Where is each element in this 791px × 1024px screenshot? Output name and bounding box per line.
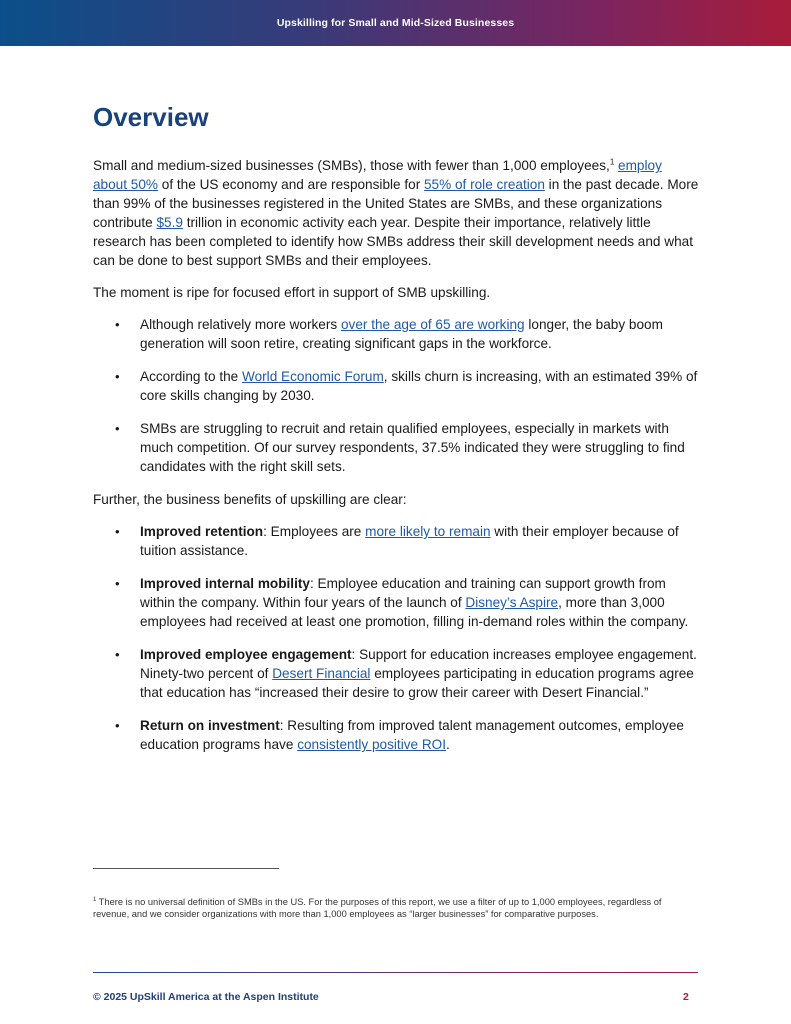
bullet-text-post: . <box>446 737 450 752</box>
link-world-economic-forum[interactable]: World Economic Forum <box>242 369 384 384</box>
bullet-text-post: , skills churn is increasing, with an estimated 39% of core skills changing by 2030. <box>140 369 698 403</box>
link-disneys-aspire[interactable]: Disney’s Aspire <box>465 595 559 610</box>
intro-text-4: trillion in economic activity each year. Despite their importance, relatively little research has been completed to identify how SMBs address their skill development needs and what can be done to best support SMBs and their employees. <box>93 215 693 268</box>
benefit-term: Return on investment <box>140 718 280 733</box>
challenges-list <box>93 315 699 476</box>
benefit-term: Improved employee engagement <box>140 647 352 662</box>
moment-paragraph: The moment is ripe for focused effort in support of SMB upskilling. <box>93 285 491 300</box>
bullet-text-pre: : Employee education and training can support growth from within the company. Within four years of the launch of <box>140 576 666 610</box>
bullet-text-pre: According to the <box>140 369 243 384</box>
footer-copyright: © 2025 UpSkill America at the Aspen Institute <box>93 991 319 1003</box>
link-employ-about-50[interactable]: employ about 50% <box>93 158 662 192</box>
bullet-text-pre: : Support for education increases employee engagement. Ninety-two percent of <box>140 647 697 681</box>
page-number: 2 <box>683 991 689 1003</box>
header-title: Upskilling for Small and Mid-Sized Businesses <box>276 17 515 29</box>
intro-text-3: in the past decade. More than 99% of the businesses registered in the United States are SMBs, and these organizations contribute <box>93 177 699 230</box>
footnote-number: 1 <box>93 896 97 903</box>
link-over-65-working[interactable]: over the age of 65 are working <box>340 317 525 332</box>
list-item <box>93 315 699 353</box>
bullet-icon: • <box>115 718 120 733</box>
footnote-text: There is no universal definition of SMBs in the US. For the purposes of this report, we use a filter of up to 1,000 employees, regardless of revenue, and we consider organizations with more than 1,000 employees as “larger businesses” for comparative purposes. <box>93 897 662 920</box>
benefit-term: Improved internal mobility <box>140 576 310 591</box>
bullet-text-pre: : Employees are <box>263 524 366 539</box>
bullet-text-post: employees participating in education programs agree that education has “increased their desire to grow their career with Desert Financial.” <box>140 666 694 700</box>
link-5-9-trillion[interactable]: $5.9 <box>156 215 183 230</box>
footnote-divider <box>93 868 279 869</box>
bullet-icon: • <box>115 576 120 591</box>
footer-divider <box>93 972 698 973</box>
footnote-ref: 1 <box>609 157 615 167</box>
link-desert-financial[interactable]: Desert Financial <box>272 666 371 681</box>
bullet-icon: • <box>115 317 120 332</box>
list-item <box>93 574 699 631</box>
bullet-text-post: longer, the baby boom generation will soon retire, creating significant gaps in the workforce. <box>140 317 663 351</box>
bullet-text-post: with their employer because of tuition assistance. <box>140 524 679 558</box>
link-consistently-positive-roi[interactable]: consistently positive ROI <box>297 737 447 752</box>
bullet-text-pre: : Resulting from improved talent management outcomes, employee education programs have <box>140 718 684 752</box>
bullet-icon: • <box>115 421 120 436</box>
bullet-icon: • <box>115 647 120 662</box>
list-item <box>93 367 699 405</box>
list-item <box>93 522 699 560</box>
bullet-icon: • <box>115 369 120 384</box>
benefit-term: Improved retention <box>140 524 264 539</box>
section-title: Overview <box>93 100 699 134</box>
footnote <box>93 896 699 920</box>
list-item <box>93 419 699 476</box>
bullet-icon: • <box>115 524 120 539</box>
benefits-list <box>93 522 699 754</box>
list-item <box>93 716 699 754</box>
bullet-text: SMBs are struggling to recruit and retain qualified employees, especially in markets with much competition. Of our survey respondents, 37.5% indicated they were struggling to find candidates with the right skill sets. <box>140 421 685 474</box>
header-bar <box>0 0 791 46</box>
link-more-likely-to-remain[interactable]: more likely to remain <box>365 524 491 539</box>
further-paragraph: Further, the business benefits of upskilling are clear: <box>93 492 407 507</box>
link-role-creation[interactable]: 55% of role creation <box>424 177 545 192</box>
intro-paragraph <box>93 156 699 270</box>
list-item <box>93 645 699 702</box>
bullet-text-post: , more than 3,000 employees had received at least one promotion, filling in-demand roles within the company. <box>140 595 689 629</box>
intro-text-1: Small and medium-sized businesses (SMBs), those with fewer than 1,000 employees, <box>93 158 610 173</box>
bullet-text-pre: Although relatively more workers <box>140 317 341 332</box>
main-content <box>93 100 699 768</box>
intro-text-2: of the US economy and are responsible for <box>158 177 424 192</box>
